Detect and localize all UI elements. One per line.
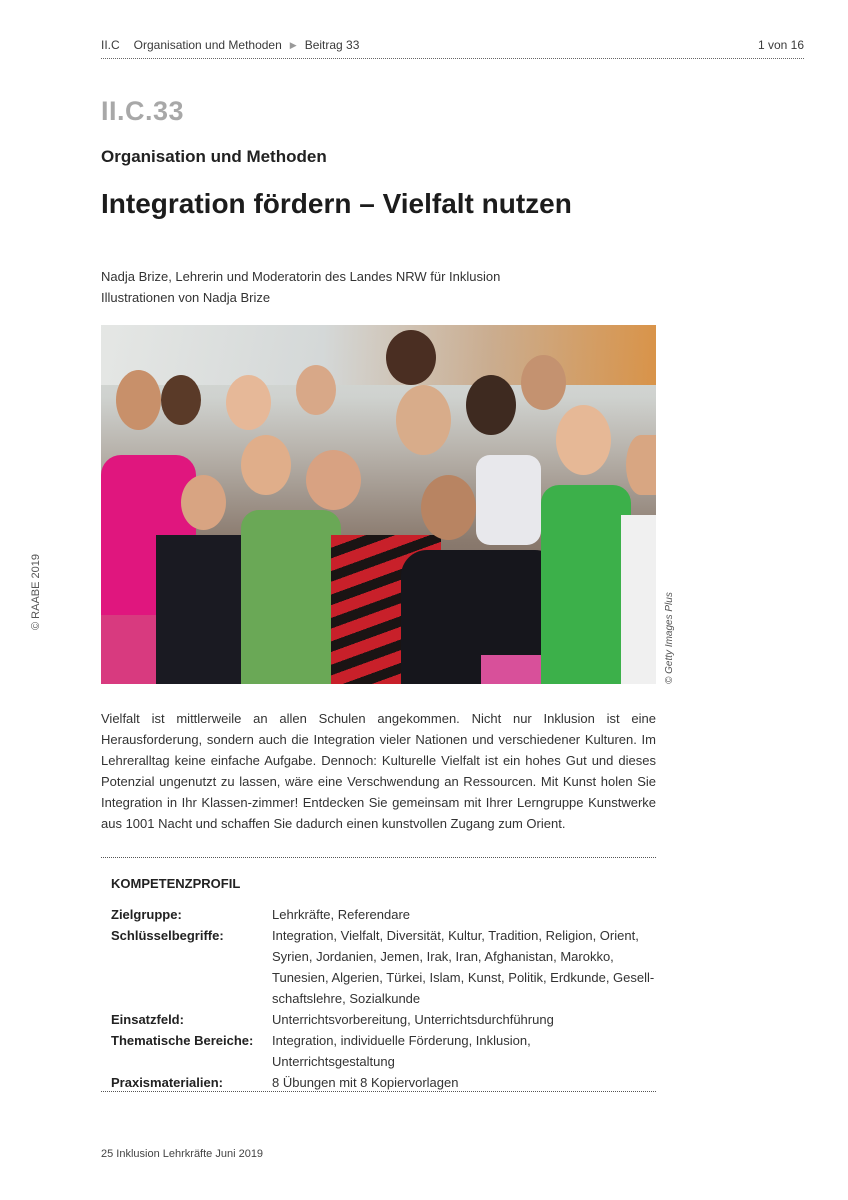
kp-label: Thematische Bereiche: [111,1033,254,1048]
kp-value: Integration, individuelle Förderung, Inklusion, Unterrichtsgestaltung [272,1033,531,1069]
author-line: Nadja Brize, Lehrerin und Moderatorin des Landes NRW für Inklusion [101,269,501,284]
kp-row-schluesselbegriffe [111,925,656,1009]
page-footer: 25 Inklusion Lehrkräfte Juni 2019 [101,1148,264,1160]
children-group-photo [101,325,656,684]
kp-label: Einsatzfeld: [111,1012,184,1027]
intro-paragraph: Vielfalt ist mittlerweile an allen Schulen angekommen. Nicht nur Inklusion ist eine Herausforderung, sondern auch die Integration vieler Nationen und verschiedener Kulturen. Im Lehreralltag keine einfache Aufgabe. Dennoch: Kulturelle Vielfalt ist ein hohes Gut und dieses Potenzial ungenutzt zu lassen, wäre eine Verschwendung an Ressourcen. Mit Kunst holen Sie Integration in Ihr Klassen-zimmer! Entdecken Sie gemeinsam mit Ihrer Lerngruppe Kunstwerke aus 1001 Nacht und schaffen Sie dadurch einen kunstvollen Zugang zum Orient. [101,711,656,831]
kp-row-einsatzfeld [111,1009,656,1030]
kp-row-thematische-bereiche [111,1030,656,1072]
kp-row-zielgruppe [111,904,656,925]
kp-label: Zielgruppe: [111,907,182,922]
kp-row-praxismaterialien [111,1072,656,1093]
document-code: II.C.33 [101,96,185,126]
kp-label: Praxismaterialien: [111,1075,224,1090]
kp-value: Unterrichtsvorbereitung, Unterrichtsdurchführung [272,1012,554,1027]
photo-credit: © Getty Images Plus [664,592,675,684]
kp-value: 8 Übungen mit 8 Kopiervorlagen [272,1075,459,1090]
kp-value: Integration, Vielfalt, Diversität, Kultur, Tradition, Religion, Orient, Syrien, Jordanien, Jemen, Irak, Iran, Afghanistan, Marokko, Tunesien, Algerien, Türkei, Islam, Kunst, Politik, Erdkunde, Gesell-schaftslehre, Sozialkunde [272,928,655,1006]
page-indicator: 1 von 16 [757,38,804,52]
divider-top [101,857,656,858]
illustrations-line: Illustrationen von Nadja Brize [101,290,271,305]
document-subtitle: Organisation und Methoden [101,147,327,166]
kp-value: Lehrkräfte, Referendare [272,907,411,922]
header-article: Beitrag 33 [304,38,360,52]
side-copyright: © RAABE 2019 [30,554,42,630]
header-section: II.C [101,38,120,52]
running-header [101,38,804,59]
kompetenzprofil-title: KOMPETENZPROFIL [111,876,241,891]
header-category: Organisation und Methoden [133,38,282,52]
kompetenzprofil-table [111,904,656,1093]
author-block [101,266,500,308]
triangle-right-icon: ▶ [289,40,297,50]
page-title: Integration fördern – Vielfalt nutzen [101,188,572,219]
kp-label: Schlüsselbegriffe: [111,928,224,943]
